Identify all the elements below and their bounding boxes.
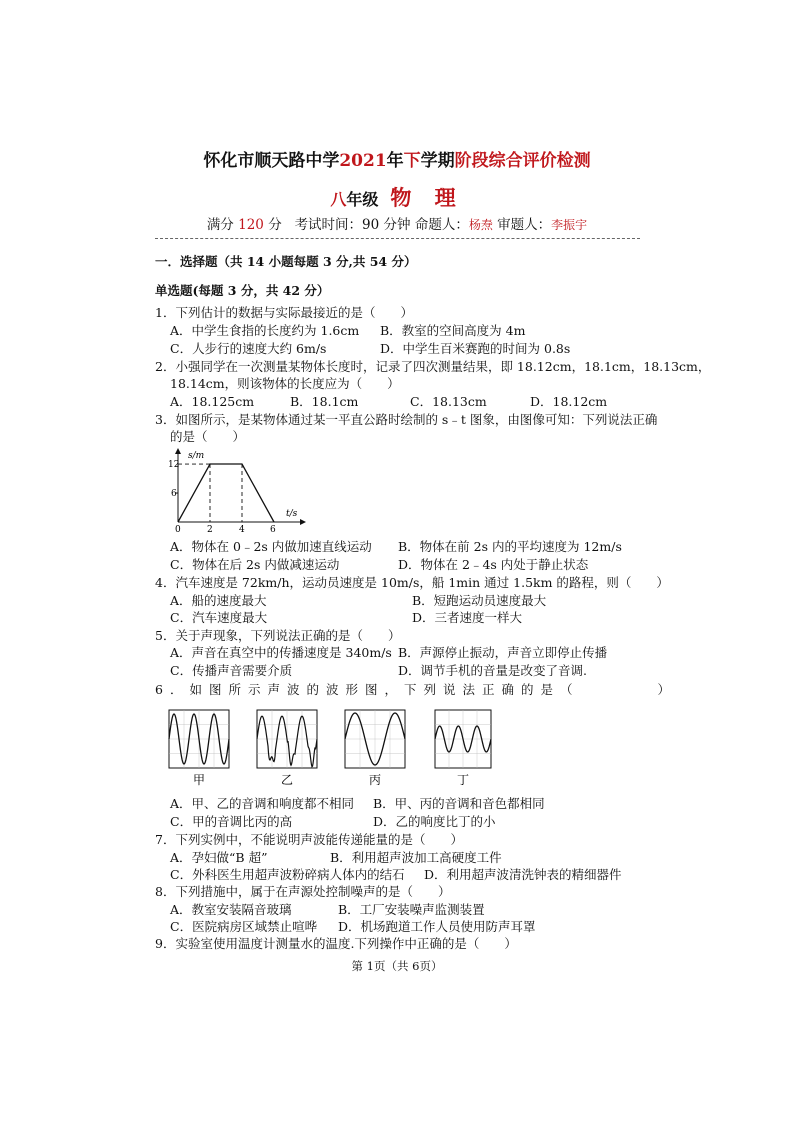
q2-option-b: B．18.1cm bbox=[290, 394, 359, 409]
q4-option-d: D．三者速度一样大 bbox=[412, 610, 523, 625]
q8-stem: 8．下列措施中，属于在声源处控制噪声的是（ ） bbox=[155, 884, 451, 899]
full-marks-unit: 分 bbox=[268, 217, 282, 233]
q4-stem: 4．汽车速度是 72km/h，运动员速度是 10m/s，船 1min 通过 1.5km 的路程，则（ ） bbox=[155, 575, 669, 590]
x-tick-2: 2 bbox=[207, 525, 213, 534]
grade-word: 年级 bbox=[346, 190, 379, 209]
setter-label: 命题人： bbox=[414, 217, 469, 233]
q1-stem: 1．下列估计的数据与实际最接近的是（ ） bbox=[155, 305, 413, 320]
wave-label-jia: 甲 bbox=[193, 773, 206, 787]
q2-stem-line2: 18.14cm，则该物体的长度应为（ ） bbox=[170, 376, 400, 391]
x-tick-6: 6 bbox=[270, 525, 276, 534]
q2-option-c: C．18.13cm bbox=[410, 394, 487, 409]
reviewer-label: 审题人： bbox=[497, 217, 552, 233]
q4-option-c: C．汽车速度最大 bbox=[170, 610, 268, 625]
q7-option-d: D．利用超声波清洗钟表的精细器件 bbox=[424, 867, 622, 882]
exam-name: 阶段综合评价检测 bbox=[454, 151, 591, 171]
page-footer: 第 1页（共 6页） bbox=[351, 959, 443, 973]
st-graph bbox=[160, 446, 310, 534]
q5-option-a: A．声音在真空中的传播速度是 340m/s bbox=[170, 645, 392, 660]
wave-label-yi: 乙 bbox=[281, 773, 294, 787]
q7-stem: 7．下列实例中，不能说明声波能传递能量的是（ ） bbox=[155, 832, 463, 847]
q6-option-b: B．甲、丙的音调和音色都相同 bbox=[373, 796, 545, 811]
q7-option-b: B．利用超声波加工高硬度工件 bbox=[330, 850, 502, 865]
q1-option-d: D．中学生百米赛跑的时间为 0.8s bbox=[380, 341, 571, 356]
q2-stem-line1: 2．小强同学在一次测量某物体长度时，记录了四次测量结果，即 18.12cm，18.1cm，18.13cm， bbox=[155, 359, 711, 374]
q3-option-b: B．物体在前 2s 内的平均速度为 12m/s bbox=[398, 539, 622, 554]
wave-yi bbox=[257, 710, 317, 768]
wave-bing bbox=[345, 710, 405, 768]
q5-option-d: D．调节手机的音量是改变了音调. bbox=[398, 663, 587, 678]
q8-option-b: B．工厂安装噪声监测装置 bbox=[338, 902, 485, 917]
q5-stem: 5．关于声现象，下列说法正确的是（ ） bbox=[155, 628, 401, 643]
wave-label-bing: 丙 bbox=[369, 773, 382, 787]
q5-option-b: B．声源停止振动，声音立即停止传播 bbox=[398, 645, 608, 660]
y-tick-12: 12 bbox=[168, 460, 180, 470]
setter-name: 杨焘 bbox=[468, 218, 493, 232]
full-marks-value: 120 bbox=[238, 217, 264, 233]
x-tick-4: 4 bbox=[239, 525, 245, 534]
subject-name: 物 理 bbox=[390, 185, 464, 210]
term-word: 学期 bbox=[420, 151, 455, 171]
q2-option-d: D．18.12cm bbox=[530, 394, 608, 409]
q7-option-a: A．孕妇做“B 超” bbox=[170, 850, 268, 865]
q1-option-c: C．人步行的速度大约 6m/s bbox=[170, 341, 327, 356]
y-tick-6: 6 bbox=[171, 489, 177, 499]
q1-option-a: A．中学生食指的长度约为 1.6cm bbox=[170, 323, 360, 338]
section-subtitle: 单选题(每题 3 分，共 42 分） bbox=[155, 283, 330, 298]
exam-title bbox=[0, 146, 794, 171]
q3-option-c: C．物体在后 2s 内做减速运动 bbox=[170, 557, 340, 572]
exam-time: 考试时间：90 分钟 bbox=[294, 217, 411, 233]
q4-option-a: A．船的速度最大 bbox=[170, 593, 267, 608]
grade-subject bbox=[0, 182, 794, 212]
q3-stem-line1: 3．如图所示，是某物体通过某一平直公路时绘制的 s﹣t 图象，由图像可知：下列说法正确 bbox=[155, 412, 658, 427]
q3-option-d: D．物体在 2﹣4s 内处于静止状态 bbox=[398, 557, 589, 572]
q6-stem: 6．如图所示声波的波形图，下列说法正确的是（ ） bbox=[155, 682, 677, 697]
wave-ding bbox=[435, 710, 491, 768]
q8-option-d: D．机场跑道工作人员使用防声耳罩 bbox=[338, 919, 536, 934]
section-title: 一．选择题（共 14 小题每题 3 分,共 54 分） bbox=[155, 254, 417, 269]
q3-stem-line2: 的是（ ） bbox=[170, 429, 246, 444]
q8-option-c: C．医院病房区域禁止喧哗 bbox=[170, 919, 318, 934]
x-axis-label: t/s bbox=[286, 509, 298, 519]
q9-stem: 9．实验室使用温度计测量水的温度.下列操作中正确的是（ ） bbox=[155, 936, 517, 951]
q6-option-c: C．甲的音调比丙的高 bbox=[170, 814, 293, 829]
wave-jia bbox=[169, 710, 229, 768]
exam-year: 2021 bbox=[339, 151, 387, 171]
school-name: 怀化市顺天路中学 bbox=[203, 151, 340, 171]
grade-number: 八 bbox=[330, 190, 347, 209]
q4-option-b: B．短跑运动员速度最大 bbox=[412, 593, 547, 608]
q5-option-c: C．传播声音需要介质 bbox=[170, 663, 293, 678]
guide-lines bbox=[175, 464, 242, 522]
exam-info bbox=[0, 213, 794, 233]
q6-option-d: D．乙的响度比丁的小 bbox=[373, 814, 496, 829]
q8-option-a: A．教室安装隔音玻璃 bbox=[170, 902, 292, 917]
full-marks-label: 满分 bbox=[206, 217, 234, 233]
st-line bbox=[178, 464, 274, 522]
q7-option-c: C．外科医生用超声波粉碎病人体内的结石 bbox=[170, 867, 405, 882]
reviewer-name: 李振宇 bbox=[551, 218, 588, 232]
term-char: 下 bbox=[403, 151, 421, 171]
q1-option-b: B．教室的空间高度为 4m bbox=[380, 323, 526, 338]
q6-option-a: A．甲、乙的音调和响度都不相同 bbox=[170, 796, 355, 811]
q3-option-a: A．物体在 0﹣2s 内做加速直线运动 bbox=[170, 539, 372, 554]
divider bbox=[155, 238, 640, 239]
year-char: 年 bbox=[386, 151, 404, 171]
waveforms-figure bbox=[165, 706, 500, 788]
q2-option-a: A．18.125cm bbox=[170, 394, 255, 409]
y-axis-label: s/m bbox=[188, 451, 205, 461]
wave-label-ding: 丁 bbox=[457, 773, 470, 787]
x-tick-0: 0 bbox=[175, 525, 181, 534]
